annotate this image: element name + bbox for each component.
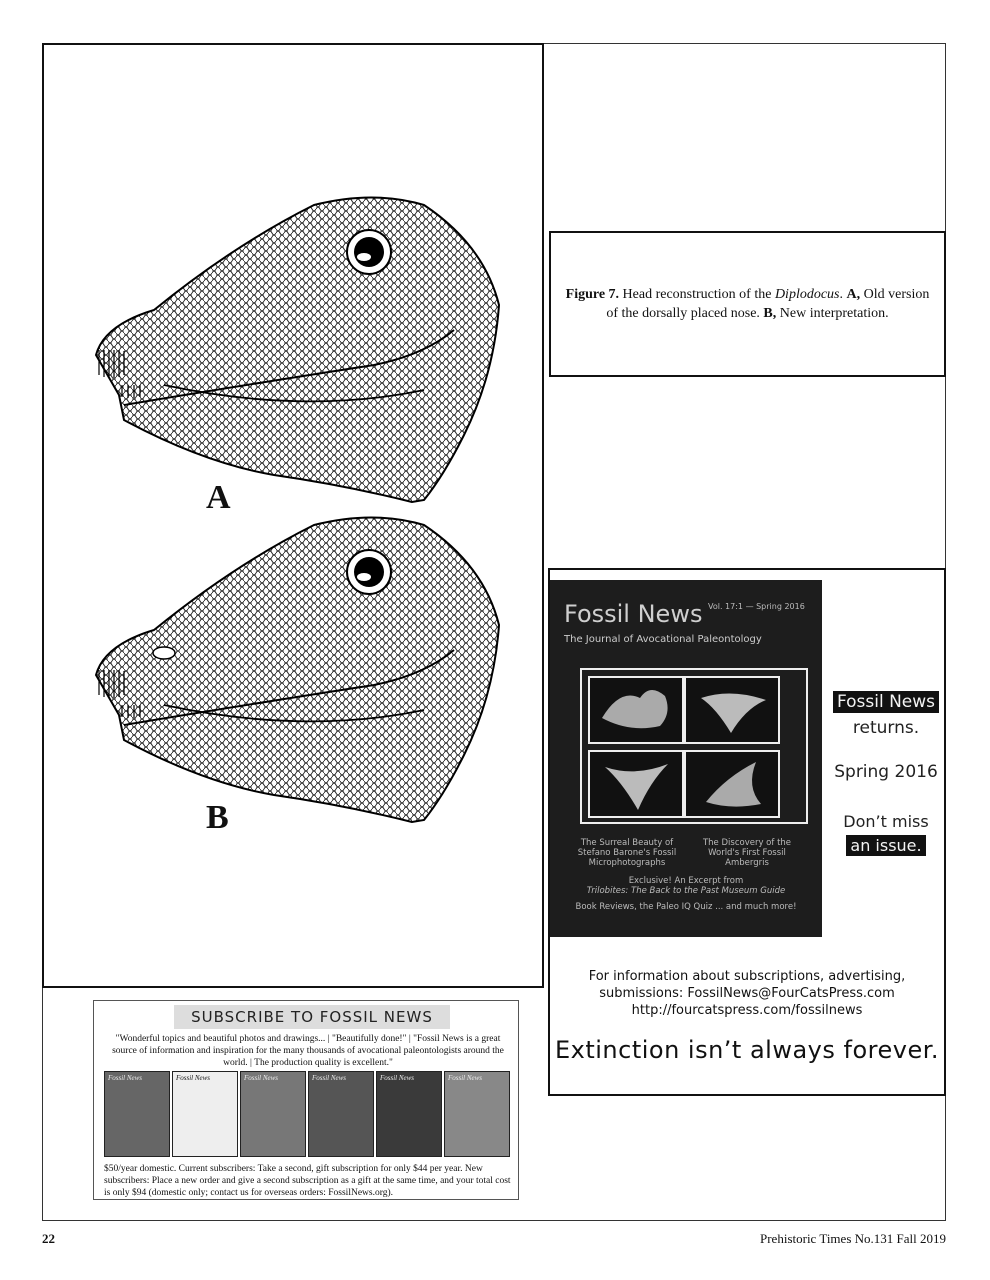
- info-url: http://fourcatspress.com/fossilnews: [631, 1003, 863, 1018]
- cover-photo-grid: [580, 668, 808, 824]
- diplodocus-head-a-illustration: [44, 45, 542, 986]
- subscribe-quote: "Wonderful topics and beautiful photos and drawings... | "Beautifully done!" | "Fossil News is a great source of information and inspiration for the many thousands of avocational paleontologists around the world. | The production quality is excellent.": [112, 1034, 504, 1068]
- magazine-cover: [550, 580, 822, 937]
- publication-title: Prehistoric Times No.131 Fall 2019: [760, 1231, 946, 1246]
- figure-caption: [562, 285, 934, 323]
- side-spring: Spring 2016: [834, 762, 938, 782]
- info-line: For information about subscriptions, advertising,: [588, 969, 906, 984]
- cover-thumbnail: Fossil News: [104, 1071, 170, 1157]
- cover-subtitle: The Journal of Avocational Paleontology: [564, 634, 762, 645]
- side-returns: returns.: [852, 718, 920, 738]
- cover-more: Book Reviews, the Paleo IQ Quiz ... and much more!: [575, 902, 797, 912]
- cover-exclusive: Exclusive! An Excerpt from: [628, 876, 744, 886]
- label-b: B: [206, 799, 229, 836]
- shark-tooth-photo: [684, 750, 780, 818]
- cover-title: Fossil News: [564, 600, 703, 628]
- page-number: 22: [42, 1231, 55, 1246]
- cover-article-2: The Discovery of the World's First Fossil Ambergris: [702, 838, 792, 868]
- subscribe-ad: [93, 1000, 519, 1200]
- cover-thumbnail: Fossil News: [240, 1071, 306, 1157]
- cover-book: Trilobites: The Back to the Past Museum Guide: [586, 886, 786, 896]
- cover-volume: Vol. 17:1 — Spring 2016: [708, 602, 805, 611]
- caption-genus: Diplodocus: [774, 287, 840, 302]
- subscribe-pricing: $50/year domestic. Current subscribers: Take a second, gift subscription for only $44 per year. New subscribers: Place a new order and give a second subscription as a gift at the same time, and your total cost is only $94 (domestic only; contact us for overseas orders: FossilNews.org).: [104, 1164, 511, 1198]
- caption-prefix: Figure 7.: [565, 287, 620, 302]
- fossil-tooth-photo: [588, 676, 684, 744]
- cover-thumbnails: [104, 1071, 512, 1157]
- contact-info: [552, 968, 942, 1019]
- figure-panel: [42, 43, 544, 988]
- subscribe-heading: SUBSCRIBE TO FOSSIL NEWS: [174, 1005, 450, 1029]
- caption-text: Head reconstruction of the: [619, 287, 775, 302]
- figure-caption-box: [549, 231, 946, 377]
- cover-thumbnail: Fossil News: [376, 1071, 442, 1157]
- side-dont-miss: Don’t miss: [843, 812, 929, 831]
- cover-article-1: The Surreal Beauty of Stefano Barone's Fossil Microphotographs: [577, 838, 677, 868]
- cover-thumbnail: Fossil News: [444, 1071, 510, 1157]
- caption-text: New interpretation.: [776, 306, 889, 321]
- shark-tooth-photo: [684, 676, 780, 744]
- caption-a: A,: [846, 287, 861, 302]
- tagline: Extinction isn’t always forever.: [554, 1036, 940, 1064]
- caption-text: .: [839, 287, 847, 302]
- cover-thumbnail: Fossil News: [172, 1071, 238, 1157]
- cover-thumbnail: Fossil News: [308, 1071, 374, 1157]
- side-issue: an issue.: [826, 836, 946, 855]
- shark-tooth-photo: [588, 750, 684, 818]
- side-title: Fossil News: [826, 692, 946, 712]
- caption-text: Old version of the dorsally placed nose.: [606, 287, 930, 321]
- info-line: submissions: FossilNews@FourCatsPress.com: [599, 986, 895, 1001]
- caption-b: B,: [763, 306, 777, 321]
- label-a: A: [206, 479, 231, 516]
